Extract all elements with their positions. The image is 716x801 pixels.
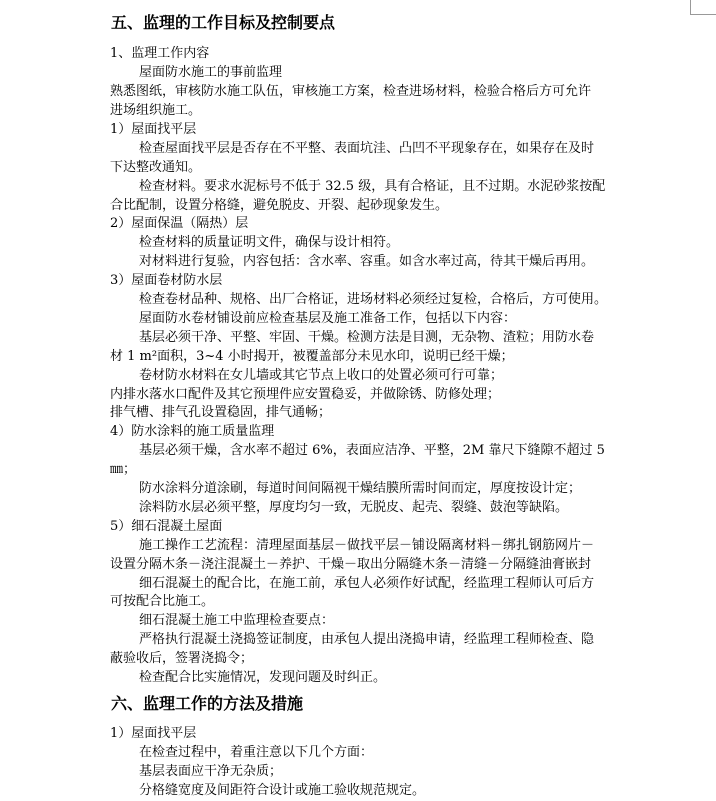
paragraph: 下达整改通知。 — [110, 160, 202, 175]
paragraph: 在检查过程中，着重注意以下几个方面： — [139, 745, 374, 760]
paragraph: 施工操作工艺流程：清理屋面基层－做找平层－铺设隔离材料－绑扎钢筋网片－ — [139, 538, 595, 553]
page-corner-mark — [690, 14, 716, 15]
paragraph: 检查材料的质量证明文件，确保与设计相符。 — [139, 235, 400, 250]
paragraph: 基层必须干净、平整、牢固、干燥。检测方法是目测，无杂物、渣粒；用防水卷 — [139, 330, 595, 345]
paragraph: 细石混凝土施工中监理检查要点： — [139, 613, 335, 628]
item-title: 5）细石混凝土屋面 — [110, 519, 223, 534]
paragraph: 进场组织施工。 — [110, 103, 202, 118]
paragraph: 内排水落水口配件及其它预埋件应安置稳妥，并做除锈、防修处理； — [110, 387, 501, 402]
subsection-title: 1、监理工作内容 — [110, 46, 210, 61]
paragraph: 基层表面应干净无杂质； — [139, 764, 283, 779]
paragraph: ㎜； — [110, 462, 137, 477]
paragraph: 检查配合比实施情况，发现问题及时纠正。 — [139, 670, 387, 685]
paragraph: 蔽验收后，签署浇捣令； — [110, 651, 254, 666]
paragraph: 合比配制，设置分格缝，避免脱皮、开裂、起砂现象发生。 — [110, 198, 449, 213]
paragraph: 可按配合比施工。 — [110, 594, 215, 609]
section-heading: 五、监理的工作目标及控制要点 — [111, 13, 336, 32]
item-title: 3）屋面卷材防水层 — [110, 273, 223, 288]
paragraph: 基层必须干燥，含水率不超过 6%，表面应洁净、平整，2M 靠尺下缝隙不超过 5 — [139, 443, 605, 458]
paragraph: 排气槽、排气孔设置稳固，排气通畅； — [110, 405, 332, 420]
item-title: 2）屋面保温（隔热）层 — [110, 216, 249, 231]
section-heading: 六、监理工作的方法及措施 — [111, 694, 304, 713]
paragraph: 设置分隔木条－浇注混凝土－养护、干燥－取出分隔缝木条－清缝－分隔缝油膏嵌封 — [110, 557, 592, 572]
paragraph: 对材料进行复验，内容包括：含水率、容重。如含水率过高，待其干燥后再用。 — [139, 254, 595, 269]
item-title: 1）屋面找平层 — [110, 122, 197, 137]
paragraph: 熟悉图纸，审核防水施工队伍，审核施工方案，检查进场材料，检验合格后方可允许 — [110, 84, 592, 99]
page-corner-mark — [690, 0, 691, 14]
paragraph: 检查屋面找平层是否存在不平整、表面坑洼、凸凹不平现象存在，如果存在及时 — [139, 141, 595, 156]
paragraph: 细石混凝土的配合比，在施工前，承包人必须作好试配，经监理工程师认可后方 — [139, 576, 595, 591]
paragraph: 材 1 m²面积，3~4 小时揭开，被覆盖部分未见水印，说明已经干燥； — [110, 349, 514, 364]
paragraph: 卷材防水材料在女儿墙或其它节点上收口的处置必须可行可靠； — [139, 368, 504, 383]
paragraph: 防水涂料分道涂刷，每道时间间隔视干燥结膜所需时间而定，厚度按设计定； — [139, 481, 582, 496]
paragraph: 分格缝宽度及间距符合设计或施工验收规范规定。 — [139, 783, 426, 798]
paragraph: 检查材料。要求水泥标号不低于 32.5 级，具有合格证，且不过期。水泥砂浆按配 — [139, 179, 606, 194]
paragraph: 涂料防水层必须平整，厚度均匀一致，无脱皮、起壳、裂缝、鼓泡等缺陷。 — [139, 500, 569, 515]
paragraph: 屋面防水施工的事前监理 — [139, 65, 283, 80]
paragraph: 检查卷材品种、规格、出厂合格证，进场材料必须经过复检，合格后，方可使用。 — [139, 292, 608, 307]
item-title: 4）防水涂料的施工质量监理 — [110, 424, 275, 439]
paragraph: 严格执行混凝土浇捣签证制度，由承包人提出浇捣申请，经监理工程师检查、隐 — [139, 632, 595, 647]
paragraph: 屋面防水卷材铺设前应检查基层及施工准备工作，包括以下内容： — [139, 311, 517, 326]
item-title: 1）屋面找平层 — [110, 726, 197, 741]
